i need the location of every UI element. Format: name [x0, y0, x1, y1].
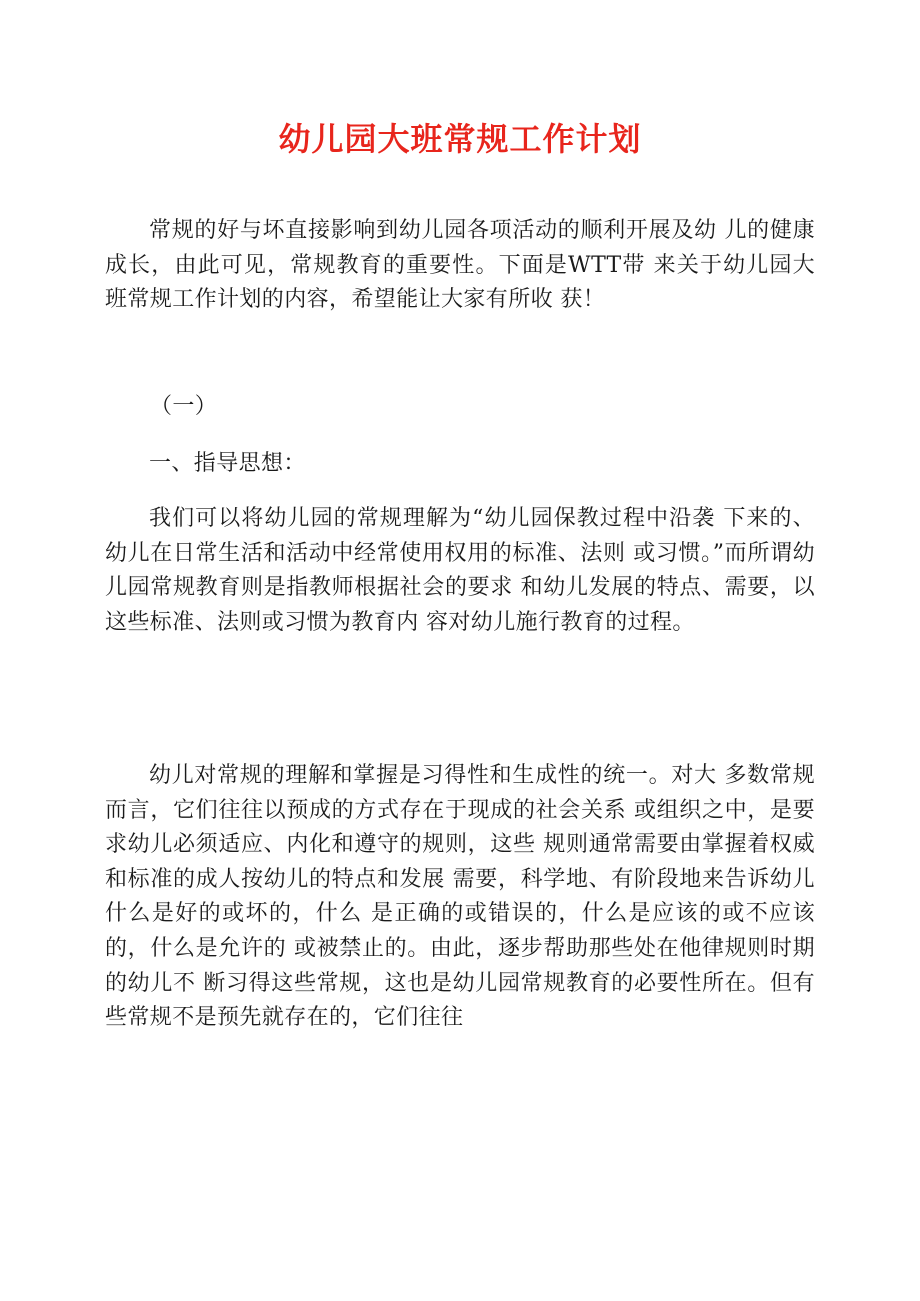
body-paragraph-1: 我们可以将幼儿园的常规理解为“幼儿园保教过程中沿袭 下来的、幼儿在日常生活和活动中经常使用权用的标准、法则 或习惯。”而所谓幼儿园常规教育则是指教师根据社会的要求 和幼儿发展的特点、需要，以这些标准、法则或习惯为教育内 容对幼儿施行教育的过程。 [105, 506, 815, 635]
section-heading: 一、指导思想： [149, 451, 306, 476]
document-title: 幼儿园大班常规工作计划 [278, 120, 642, 159]
intro-paragraph: 常规的好与坏直接影响到幼儿园各项活动的顺利开展及幼 儿的健康成长，由此可见，常规教育的重要性。下面是WTT带 来关于幼儿园大班常规工作计划的内容，希望能让大家有所收 获！ [105, 218, 815, 313]
body-paragraph-2: 幼儿对常规的理解和掌握是习得性和生成性的统一。对大 多数常规而言，它们往往以预成的方式存在于现成的社会关系 或组织之中，是要求幼儿必须适应、内化和遵守的规则，这些 规则通常需要由掌握着权威和标准的成人按幼儿的特点和发展 需要，科学地、有阶段地来告诉幼儿什么是好的或坏的，什么 是正确的或错误的，什么是应该的或不应该的，什么是允许的 或被禁止的。由此，逐步帮助那些处在他律规则时期的幼儿不 断习得这些常规，这也是幼儿园常规教育的必要性所在。但有 些常规不是预先就存在的，它们往往 [105, 763, 815, 1031]
section-number: （一） [150, 394, 218, 419]
